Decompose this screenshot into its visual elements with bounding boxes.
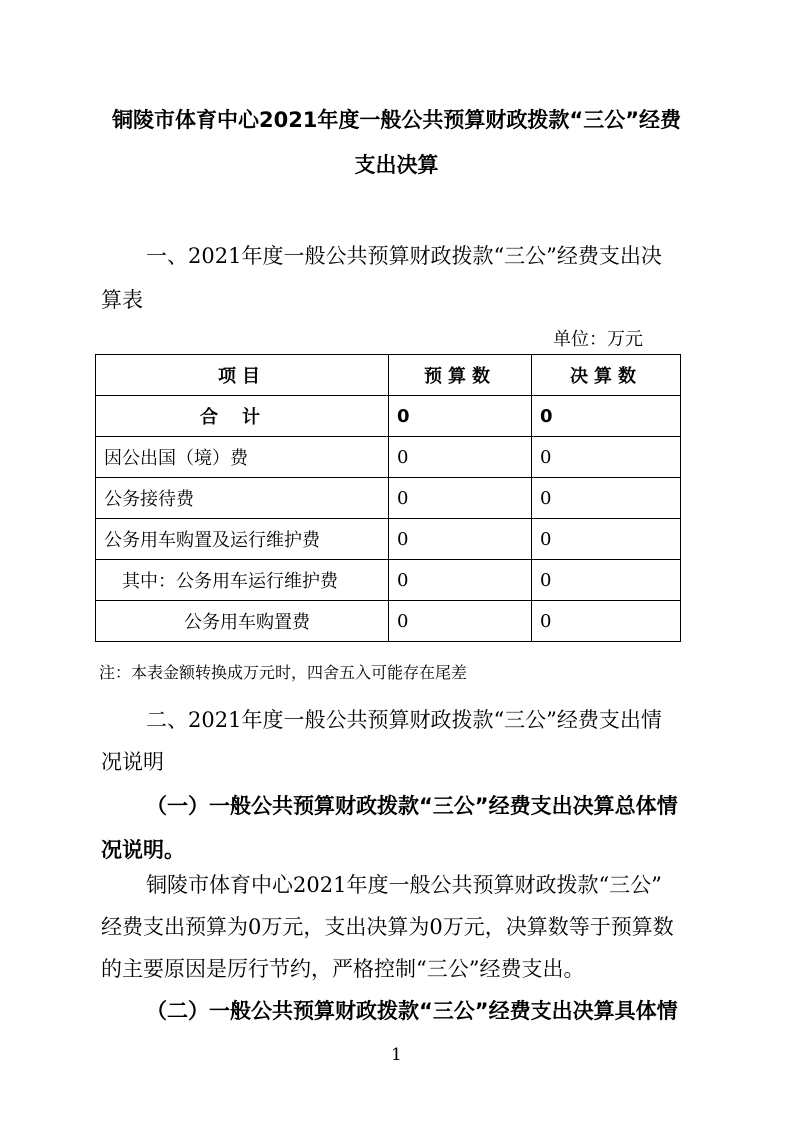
header-final: 决算数 <box>532 355 681 396</box>
document-title-line2: 支出决算 <box>354 153 439 177</box>
section1-heading-line2: 算表 <box>101 288 143 312</box>
row-final: 0 <box>532 601 681 642</box>
row-final: 0 <box>532 519 681 560</box>
row-name: 其中：公务用车运行维护费 <box>96 560 389 601</box>
subsection1-heading-line1: （一）一般公共预算财政拨款“三公”经费支出决算总体情 <box>146 794 678 818</box>
unit-label: 单位：万元 <box>553 329 643 350</box>
row-final: 0 <box>532 478 681 519</box>
section2-heading-line1: 二、2021年度一般公共预算财政拨款“三公”经费支出情 <box>146 708 662 732</box>
row-budget: 0 <box>389 560 532 601</box>
table-header-row <box>96 355 681 396</box>
row-budget: 0 <box>389 478 532 519</box>
row-name: 公务用车购置及运行维护费 <box>96 519 389 560</box>
row-budget: 0 <box>389 396 532 437</box>
subsection1-heading-line2: 况说明。 <box>101 838 185 862</box>
row-name: 因公出国（境）费 <box>96 437 389 478</box>
row-final: 0 <box>532 396 681 437</box>
section1-heading-line1: 一、2021年度一般公共预算财政拨款“三公”经费支出决 <box>146 244 662 268</box>
table-row <box>96 560 681 601</box>
table-row <box>96 437 681 478</box>
page-number: 1 <box>391 1045 402 1065</box>
section2-heading-line2: 况说明 <box>101 750 164 774</box>
row-final: 0 <box>532 437 681 478</box>
expense-table <box>95 354 681 642</box>
paragraph1-line3: 的主要原因是厉行节约，严格控制“三公”经费支出。 <box>101 957 585 981</box>
row-name: 公务接待费 <box>96 478 389 519</box>
table-row <box>96 519 681 560</box>
row-budget: 0 <box>389 601 532 642</box>
row-budget: 0 <box>389 519 532 560</box>
row-final: 0 <box>532 560 681 601</box>
header-budget: 预算数 <box>389 355 532 396</box>
header-item: 项目 <box>96 355 389 396</box>
row-name: 公务用车购置费 <box>96 601 389 642</box>
table-row-total <box>96 396 681 437</box>
row-budget: 0 <box>389 437 532 478</box>
subsection2-heading-line1: （二）一般公共预算财政拨款“三公”经费支出决算具体情 <box>146 999 678 1023</box>
paragraph1-line1: 铜陵市体育中心2021年度一般公共预算财政拨款“三公” <box>146 873 662 897</box>
row-name: 合计 <box>96 396 389 437</box>
paragraph1-line2: 经费支出预算为0万元，支出决算为0万元，决算数等于预算数 <box>101 915 674 939</box>
document-title-line1: 铜陵市体育中心2021年度一般公共预算财政拨款“三公”经费 <box>111 108 682 132</box>
table-row <box>96 478 681 519</box>
table-row <box>96 601 681 642</box>
table-note: 注：本表金额转换成万元时，四舍五入可能存在尾差 <box>99 663 468 682</box>
